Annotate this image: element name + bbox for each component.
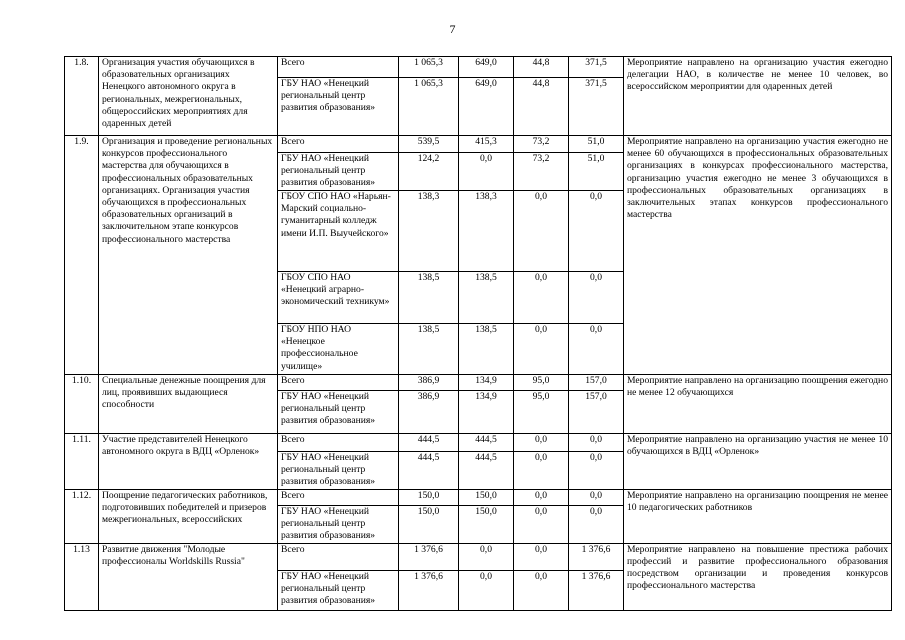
activity-number: 1.13 [65, 543, 99, 610]
table-row [65, 434, 892, 452]
executor-cell: ГБУ НАО «Ненецкий региональный центр развития образования» [278, 452, 399, 490]
activity-number: 1.8. [65, 57, 99, 136]
amount-year-3: 0,0 [569, 272, 624, 324]
amount-year-2: 44,8 [514, 57, 569, 78]
total-amount: 138,5 [399, 324, 459, 375]
executor-cell: ГБОУ НПО НАО «Ненецкое профессиональное училище» [278, 324, 399, 375]
amount-year-1: 0,0 [459, 153, 514, 191]
amount-year-3: 1 376,6 [569, 570, 624, 610]
amount-year-3: 51,0 [569, 153, 624, 191]
amount-year-3: 0,0 [569, 490, 624, 506]
amount-year-3: 0,0 [569, 324, 624, 375]
amount-year-2: 0,0 [514, 506, 569, 544]
amount-year-1: 649,0 [459, 78, 514, 136]
amount-year-1: 649,0 [459, 57, 514, 78]
amount-year-3: 1 376,6 [569, 543, 624, 570]
amount-year-1: 150,0 [459, 506, 514, 544]
amount-year-2: 0,0 [514, 570, 569, 610]
total-amount: 138,3 [399, 191, 459, 272]
amount-year-3: 371,5 [569, 57, 624, 78]
amount-year-1: 444,5 [459, 452, 514, 490]
activity-name: Участие представителей Ненецкого автономного округа в ВДЦ «Орленок» [99, 434, 278, 490]
executor-cell: ГБУ НАО «Ненецкий региональный центр развития образования» [278, 391, 399, 434]
executor-cell: Всего [278, 543, 399, 570]
amount-year-1: 415,3 [459, 136, 514, 153]
executor-cell: ГБОУ СПО НАО «Ненецкий аграрно-экономический техникум» [278, 272, 399, 324]
total-amount: 1 065,3 [399, 57, 459, 78]
activity-number: 1.9. [65, 136, 99, 375]
total-amount: 444,5 [399, 452, 459, 490]
total-amount: 444,5 [399, 434, 459, 452]
executor-cell: ГБУ НАО «Ненецкий региональный центр развития образования» [278, 153, 399, 191]
total-amount: 386,9 [399, 375, 459, 391]
amount-year-2: 0,0 [514, 490, 569, 506]
amount-year-3: 0,0 [569, 434, 624, 452]
amount-year-2: 0,0 [514, 324, 569, 375]
executor-cell: Всего [278, 136, 399, 153]
executor-cell: ГБОУ СПО НАО «Нарьян-Марский социально-гуманитарный колледж имени И.П. Выучейского» [278, 191, 399, 272]
amount-year-3: 0,0 [569, 191, 624, 272]
total-amount: 150,0 [399, 490, 459, 506]
total-amount: 150,0 [399, 506, 459, 544]
amount-year-1: 0,0 [459, 543, 514, 570]
activity-description: Мероприятие направлено на организацию участия не менее 10 обучающихся в ВДЦ «Орленок» [624, 434, 892, 490]
activity-number: 1.12. [65, 490, 99, 544]
amount-year-3: 371,5 [569, 78, 624, 136]
amount-year-2: 95,0 [514, 375, 569, 391]
amount-year-2: 0,0 [514, 272, 569, 324]
executor-cell: Всего [278, 375, 399, 391]
activity-name: Поощрение педагогических работников, подготовивших победителей и призеров межрегиональных, всероссийских [99, 490, 278, 544]
activity-description: Мероприятие направлено на организацию поощрения ежегодно не менее 12 обучающихся [624, 375, 892, 434]
activity-description: Мероприятие направлено на организацию поощрения не менее 10 педагогических работников [624, 490, 892, 544]
amount-year-3: 157,0 [569, 391, 624, 434]
amount-year-1: 150,0 [459, 490, 514, 506]
page-number: 7 [449, 22, 456, 36]
amount-year-2: 0,0 [514, 434, 569, 452]
table-row [65, 57, 892, 78]
executor-cell: ГБУ НАО «Ненецкий региональный центр развития образования» [278, 570, 399, 610]
total-amount: 386,9 [399, 391, 459, 434]
activity-number: 1.10. [65, 375, 99, 434]
activity-number: 1.11. [65, 434, 99, 490]
amount-year-2: 44,8 [514, 78, 569, 136]
table-row [65, 136, 892, 153]
activity-name: Развитие движения "Молодые профессионалы Worldskills Russia" [99, 543, 278, 610]
amount-year-2: 73,2 [514, 153, 569, 191]
amount-year-3: 0,0 [569, 452, 624, 490]
activities-table [64, 56, 892, 611]
table-row [65, 543, 892, 570]
amount-year-2: 95,0 [514, 391, 569, 434]
table-row [65, 375, 892, 391]
activity-name: Организация участия обучающихся в образовательных организациях Ненецкого автономного округа в региональных, межрегиональных, общероссийских мероприятиях для одаренных детей [99, 57, 278, 136]
total-amount: 138,5 [399, 272, 459, 324]
activity-name: Организация и проведение региональных конкурсов профессионального мастерства для обучающихся в профессиональных образовательных организациях. Организация участия обучающихся в профессиональных образовательных организаций в заключительном этапе конкурсов профессионального мастерства [99, 136, 278, 375]
activity-description: Мероприятие направлено на организацию участия ежегодно не менее 60 обучающихся в профессиональных образовательных организациях в конкурсах профессионального мастерства, организацию участия ежегодно не менее 3 обучающихся в профессиональных образовательных организациях в заключительных этапах конкурсов профессионального мастерства [624, 136, 892, 375]
executor-cell: Всего [278, 434, 399, 452]
amount-year-3: 51,0 [569, 136, 624, 153]
amount-year-3: 157,0 [569, 375, 624, 391]
total-amount: 1 065,3 [399, 78, 459, 136]
activity-description: Мероприятие направлено на организацию участия ежегодно делегации НАО, в количестве не менее 10 человек, во всероссийском мероприятии для одаренных детей [624, 57, 892, 136]
total-amount: 1 376,6 [399, 543, 459, 570]
executor-cell: ГБУ НАО «Ненецкий региональный центр развития образования» [278, 78, 399, 136]
amount-year-2: 0,0 [514, 543, 569, 570]
activity-name: Специальные денежные поощрения для лиц, проявивших выдающиеся способности [99, 375, 278, 434]
total-amount: 539,5 [399, 136, 459, 153]
executor-cell: Всего [278, 57, 399, 78]
amount-year-1: 444,5 [459, 434, 514, 452]
amount-year-1: 134,9 [459, 391, 514, 434]
amount-year-1: 138,3 [459, 191, 514, 272]
executor-cell: ГБУ НАО «Ненецкий региональный центр развития образования» [278, 506, 399, 544]
table-row [65, 490, 892, 506]
total-amount: 1 376,6 [399, 570, 459, 610]
amount-year-1: 0,0 [459, 570, 514, 610]
amount-year-1: 134,9 [459, 375, 514, 391]
amount-year-2: 73,2 [514, 136, 569, 153]
amount-year-2: 0,0 [514, 191, 569, 272]
total-amount: 124,2 [399, 153, 459, 191]
amount-year-1: 138,5 [459, 324, 514, 375]
amount-year-3: 0,0 [569, 506, 624, 544]
activity-description: Мероприятие направлено на повышение престижа рабочих профессий и развитие профессионального образования посредством организации и проведения конкурсов профессионального мастерства [624, 543, 892, 610]
amount-year-1: 138,5 [459, 272, 514, 324]
executor-cell: Всего [278, 490, 399, 506]
amount-year-2: 0,0 [514, 452, 569, 490]
